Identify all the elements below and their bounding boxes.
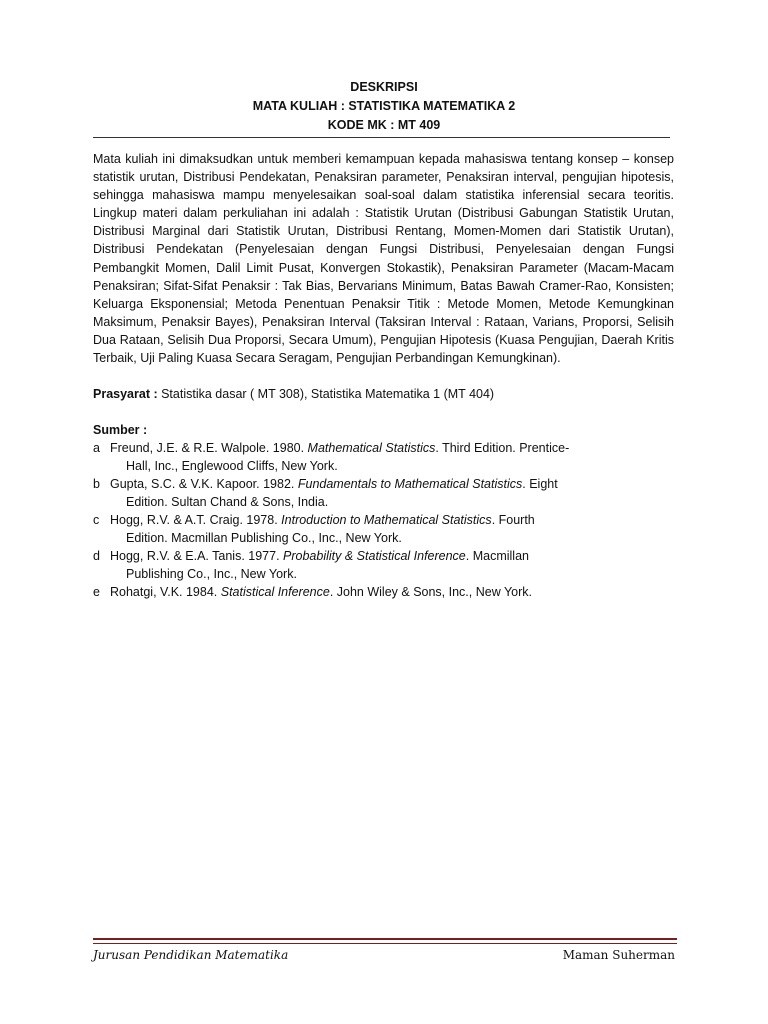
reference-list <box>93 439 674 601</box>
reference-details: . Eight <box>522 477 558 491</box>
prerequisite <box>93 385 674 403</box>
reference-details: . Macmillan <box>465 549 529 563</box>
reference-letter: d <box>93 549 100 563</box>
prerequisite-label: Prasyarat : <box>93 387 158 401</box>
reference-item <box>93 439 674 475</box>
reference-continuation: Hall, Inc., Englewood Cliffs, New York. <box>126 459 338 473</box>
reference-details: . Third Edition. Prentice- <box>435 441 570 455</box>
reference-authors: Freund, J.E. & R.E. Walpole. 1980. <box>110 441 308 455</box>
reference-letter: a <box>93 441 100 455</box>
footer-author: Maman Suherman <box>562 948 675 962</box>
title-line-3: KODE MK : MT 409 <box>327 118 441 132</box>
document-title <box>0 78 768 135</box>
footer-department: Jurusan Pendidikan Matematika <box>93 948 289 962</box>
reference-authors: Hogg, R.V. & A.T. Craig. 1978. <box>110 513 282 527</box>
reference-letter: e <box>93 585 100 599</box>
reference-continuation: Edition. Sultan Chand & Sons, India. <box>126 495 329 509</box>
reference-continuation: Publishing Co., Inc., New York. <box>126 567 297 581</box>
course-description: Mata kuliah ini dimaksudkan untuk memberi kemampuan kepada mahasiswa tentang konsep – konsep statistik urutan, Distribusi Pendekatan, Penaksiran parameter, Penaksiran interval, pengujian hipotesis, sehingga mahasiswa mampu menyelesaikan soal-soal dalam statistika inferensial secara teoritis. Lingkup materi dalam perkuliahan ini adalah : Statistik Urutan (Distribusi Gabungan Statistik Urutan, Distribusi Marginal dari Statistik Urutan, Distribusi Rentang, Momen-Momen dari Statistik Urutan), Distribusi Pendekatan (Penyelesaian dengan Fungsi Distribusi, Penyelesaian dengan Fungsi Pembangkit Momen, Dalil Limit Pusat, Konvergen Stokastik), Penaksiran Parameter (Macam-Macam Penaksiran; Sifat-Sifat Penaksir : Tak Bias, Bervarians Minimum, Batas Bawah Cramer-Rao, Konsisten; Keluarga Eksponensial; Metoda Penentuan Penaksir Titik : Metode Momen, Metode Kemungkinan Maksimum, Penaksir Bayes), Penaksiran Interval (Taksiran Interval : Rataan, Varians, Proporsi, Selisih Dua Rataan, Selisih Dua Proporsi, Secara Umum), Pengujian Hipotesis (Kuasa Pengujian, Daerah Kritis Terbaik, Uji Paling Kuasa Secara Seragam, Pengujian Perbandingan Kemungkinan). <box>93 152 674 366</box>
reference-item <box>93 511 674 547</box>
reference-title: Statistical Inference <box>220 585 330 599</box>
reference-letter: c <box>93 513 100 527</box>
footer-rule-thin <box>93 943 677 944</box>
title-divider <box>93 137 670 138</box>
reference-authors: Rohatgi, V.K. 1984. <box>110 585 221 599</box>
reference-authors: Hogg, R.V. & E.A. Tanis. 1977. <box>110 549 284 563</box>
reference-authors: Gupta, S.C. & V.K. Kapoor. 1982. <box>110 477 298 491</box>
title-line-2: MATA KULIAH : STATISTIKA MATEMATIKA 2 <box>252 99 516 113</box>
footer-rule-thick <box>93 938 677 940</box>
reference-details: . John Wiley & Sons, Inc., New York. <box>329 585 533 599</box>
title-line-1: DESKRIPSI <box>350 80 418 94</box>
reference-title: Probability & Statistical Inference <box>283 549 466 563</box>
prerequisite-text: Statistika dasar ( MT 308), Statistika Matematika 1 (MT 404) <box>157 387 495 401</box>
sources-heading-visible: Sumber : <box>93 423 148 437</box>
reference-title: Mathematical Statistics <box>307 441 436 455</box>
reference-title: Fundamentals to Mathematical Statistics <box>297 477 523 491</box>
reference-item <box>93 583 674 601</box>
reference-letter: b <box>93 477 100 491</box>
reference-title: Introduction to Mathematical Statistics <box>281 513 492 527</box>
reference-item <box>93 475 674 511</box>
reference-details: . Fourth <box>491 513 535 527</box>
reference-continuation: Edition. Macmillan Publishing Co., Inc., New York. <box>126 531 402 545</box>
reference-item <box>93 547 674 583</box>
